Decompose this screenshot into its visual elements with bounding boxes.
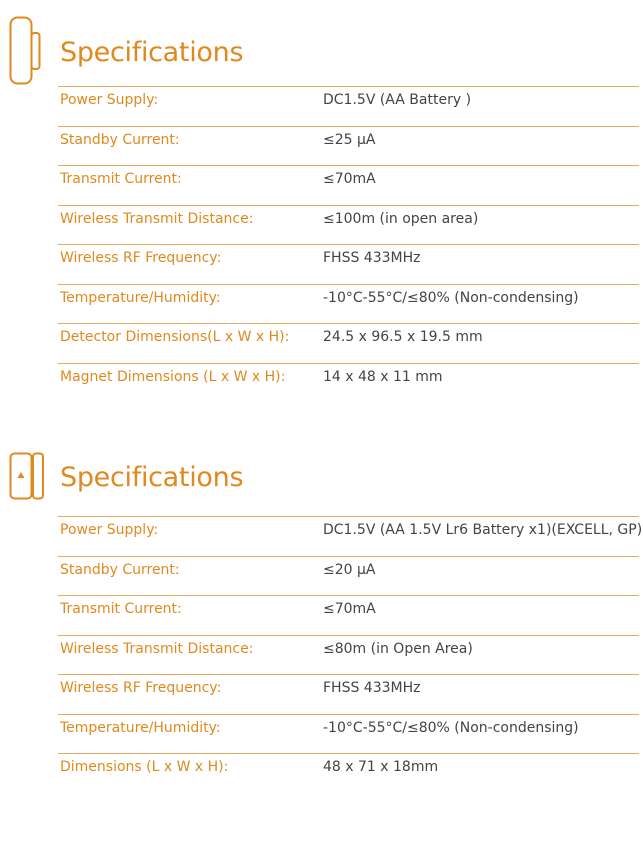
spec-row	[58, 165, 639, 205]
spec-value: FHSS 433MHz	[323, 250, 421, 266]
spec-value: ≤70mA	[323, 601, 376, 617]
spec-row	[58, 595, 639, 635]
spec-label: Temperature/Humidity:	[60, 289, 221, 306]
spec-label: Wireless RF Frequency:	[60, 250, 222, 266]
spec-label: Detector Dimensions(L x W x H):	[60, 329, 290, 345]
spec-value: ≤70mA	[323, 171, 376, 187]
spec-value: ≤25 μA	[323, 131, 376, 148]
spec-value: -10°C-55°C/≤80% (Non-condensing)	[323, 289, 579, 306]
spec-value: FHSS 433MHz	[323, 680, 421, 696]
spec-value: DC1.5V (AA 1.5V Lr6 Battery x1)(EXCELL, GP)	[323, 522, 643, 538]
spec-value: ≤100m (in open area)	[323, 210, 479, 227]
section-title: Specifications	[60, 37, 244, 68]
spec-row	[58, 753, 639, 793]
spec-label: Power Supply:	[60, 92, 159, 108]
spec-value: 24.5 x 96.5 x 19.5 mm	[323, 329, 483, 345]
spec-label: Magnet Dimensions (L x W x H):	[60, 368, 286, 385]
spec-row	[58, 284, 639, 324]
spec-value: ≤80m (in Open Area)	[323, 640, 473, 657]
spec-row	[58, 516, 643, 556]
spec-label: Transmit Current:	[60, 601, 182, 617]
spec-row	[58, 126, 639, 166]
spec-row	[58, 244, 639, 284]
door-sensor-icon	[9, 452, 45, 506]
spec-label: Wireless Transmit Distance:	[60, 640, 254, 657]
spec-row	[58, 714, 639, 754]
spec-label: Temperature/Humidity:	[60, 719, 221, 736]
spec-label: Power Supply:	[60, 522, 159, 538]
door-sensor-icon	[9, 16, 43, 90]
spec-row	[58, 556, 639, 596]
spec-value: -10°C-55°C/≤80% (Non-condensing)	[323, 719, 579, 736]
section-title: Specifications	[60, 462, 244, 493]
spec-label: Wireless Transmit Distance:	[60, 210, 254, 227]
spec-table	[58, 516, 643, 793]
spec-value: ≤20 μA	[323, 561, 376, 578]
spec-label: Transmit Current:	[60, 171, 182, 187]
spec-row	[58, 674, 639, 714]
spec-row	[58, 363, 639, 403]
spec-value: 48 x 71 x 18mm	[323, 759, 439, 775]
spec-row	[58, 635, 639, 675]
spec-label: Dimensions (L x W x H):	[60, 759, 229, 775]
spec-label: Standby Current:	[60, 131, 180, 148]
spec-label: Standby Current:	[60, 561, 180, 578]
spec-value: 14 x 48 x 11 mm	[323, 368, 443, 385]
spec-value: DC1.5V (AA Battery )	[323, 92, 472, 108]
spec-label: Wireless RF Frequency:	[60, 680, 222, 696]
spec-table	[58, 86, 639, 402]
spec-row	[58, 205, 639, 245]
spec-row	[58, 86, 639, 126]
spec-row	[58, 323, 639, 363]
